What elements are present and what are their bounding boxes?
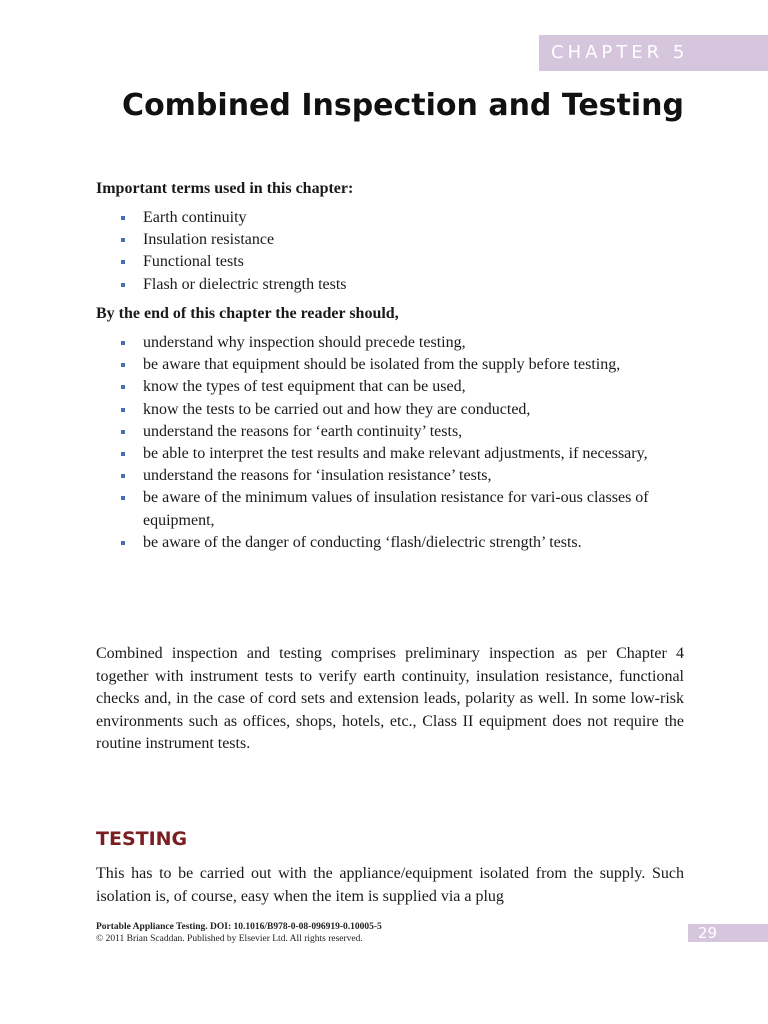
- page-number: 29: [698, 924, 718, 942]
- objectives-list: [96, 332, 684, 554]
- footer-reference: Portable Appliance Testing. DOI: 10.1016/B978-0-08-096919-0.10005-5: [96, 922, 382, 932]
- term-item-text: Earth continuity: [143, 209, 247, 226]
- chapter-title: Combined Inspection and Testing: [122, 88, 684, 123]
- objective-item: [96, 465, 684, 487]
- objective-item-text: understand why inspection should precede testing,: [143, 334, 466, 351]
- page-footer: [96, 921, 382, 945]
- objective-item-text: understand the reasons for ‘insulation resistance’ tests,: [143, 467, 492, 485]
- objective-item: [96, 487, 684, 531]
- term-item-text: Insulation resistance: [143, 231, 275, 249]
- term-item-text: Flash or dielectric strength tests: [143, 275, 347, 293]
- term-item-text: Functional tests: [143, 253, 244, 271]
- term-item: [96, 207, 684, 229]
- term-item: [96, 229, 684, 251]
- objective-item-text: understand the reasons for ‘earth continuity’ tests,: [143, 422, 463, 440]
- objective-item: [96, 443, 684, 465]
- bullet-icon: [121, 260, 125, 264]
- page-number-tab: [688, 924, 768, 942]
- testing-paragraph: This has to be carried out with the appliance/equipment isolated from the supply. Such isolation is, of course, easy when the item is supplied via a plug: [96, 865, 684, 905]
- bullet-icon: [121, 385, 125, 389]
- bullet-icon: [121, 541, 125, 545]
- objective-item-text: know the types of test equipment that can be used,: [143, 378, 466, 396]
- bullet-icon: [121, 216, 125, 220]
- term-item: [96, 251, 684, 273]
- objective-item: [96, 421, 684, 443]
- objective-item-text: be aware that equipment should be isolated from the supply before testing,: [143, 356, 621, 374]
- objective-item: [96, 399, 684, 421]
- bullet-icon: [121, 496, 125, 500]
- objective-item: [96, 376, 684, 398]
- objective-item-text: be aware of the minimum values of insulation resistance for vari-ous classes of equipment,: [143, 489, 649, 529]
- objective-item-text: be able to interpret the test results and make relevant adjustments, if necessary,: [143, 445, 648, 463]
- bullet-icon: [121, 341, 125, 345]
- objective-item: [96, 532, 684, 554]
- bullet-icon: [121, 474, 125, 478]
- objective-item-text: be aware of the danger of conducting ‘flash/dielectric strength’ tests.: [143, 533, 582, 551]
- section-heading-testing: TESTING: [96, 828, 188, 850]
- terms-heading: Important terms used in this chapter:: [96, 180, 354, 197]
- term-item: [96, 274, 684, 296]
- bullet-icon: [121, 430, 125, 434]
- objective-item: [96, 354, 684, 376]
- intro-paragraph: Combined inspection and testing comprises preliminary inspection as per Chapter 4 together with instrument tests to verify earth continuity, insulation resistance, functional checks and, in the case of cord sets and extension leads, polarity as well. In some low-risk environments such as offices, shops, hotels, etc., Class II equipment does not require the routine instrument tests.: [96, 645, 684, 752]
- chapter-label-tab: [539, 35, 768, 71]
- bullet-icon: [121, 238, 125, 242]
- bullet-icon: [121, 408, 125, 412]
- objective-item-text: know the tests to be carried out and how they are conducted,: [143, 400, 531, 418]
- bullet-icon: [121, 283, 125, 287]
- footer-copyright: © 2011 Brian Scaddan. Published by Elsevier Ltd. All rights reserved.: [96, 934, 363, 944]
- objectives-heading: By the end of this chapter the reader should,: [96, 305, 399, 322]
- bullet-icon: [121, 363, 125, 367]
- chapter-label: CHAPTER 5: [551, 42, 689, 63]
- objective-item: [96, 332, 684, 354]
- terms-list: [96, 207, 684, 296]
- bullet-icon: [121, 452, 125, 456]
